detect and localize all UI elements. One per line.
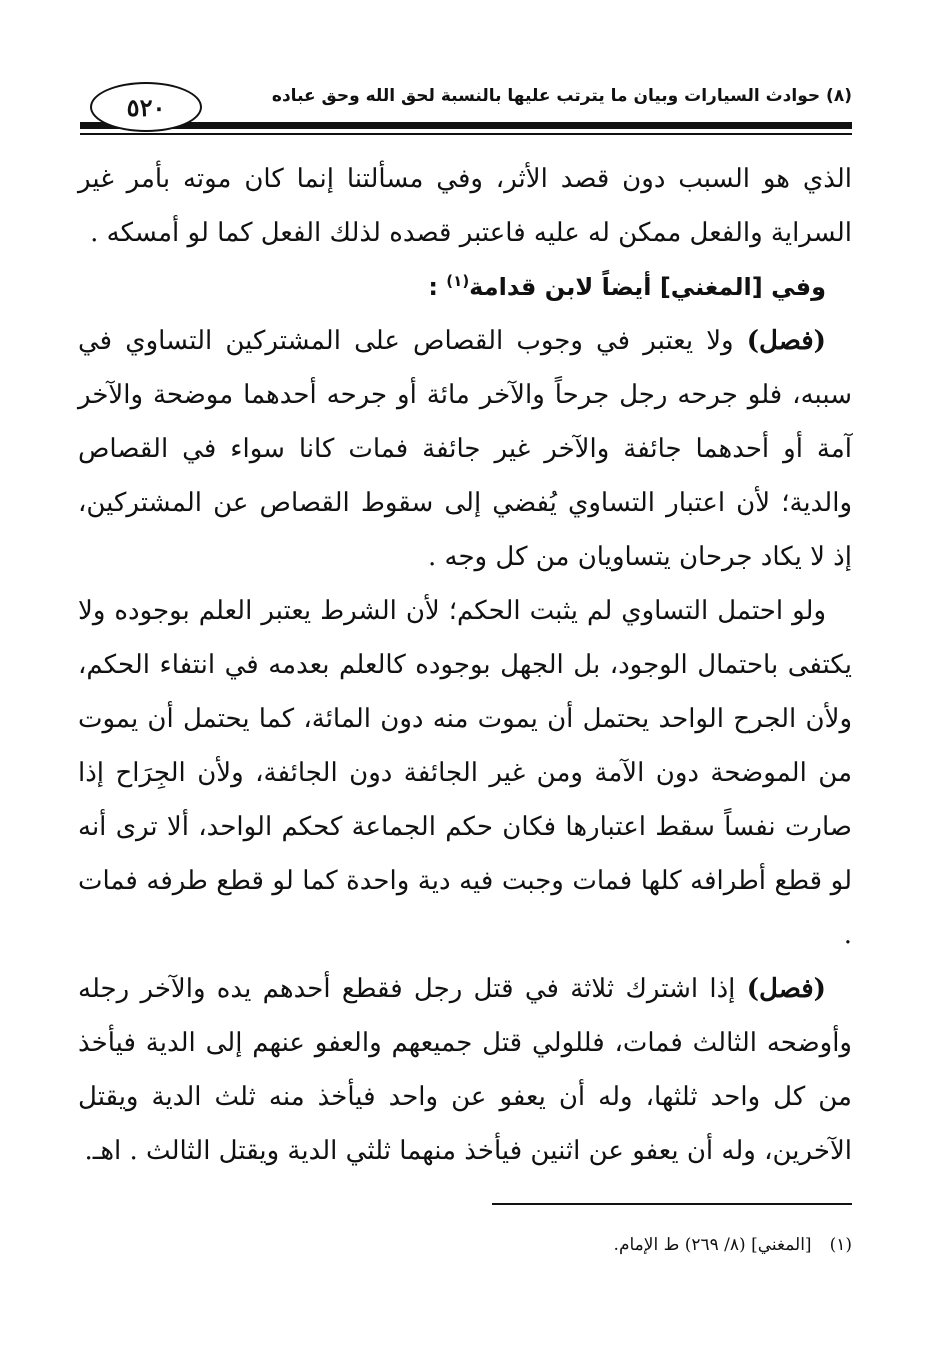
header-rule-thin bbox=[80, 133, 852, 135]
section-label: (فصل) bbox=[746, 974, 826, 1004]
running-title: (٨) حوادث السيارات وبيان ما يترتب عليها بالنسبة لحق الله وحق عباده bbox=[271, 86, 852, 106]
paragraph-2 bbox=[78, 314, 852, 584]
header-rule-thick bbox=[80, 122, 852, 129]
paragraph-1: الذي هو السبب دون قصد الأثر، وفي مسألتنا إنما كان موته بأمر غير السراية والفعل ممكن له عليه فاعتبر قصده لذلك الفعل كما لو أمسكه . bbox=[78, 164, 852, 248]
footnote-separator bbox=[492, 1203, 852, 1205]
quote-heading-text: وفي [المغني] أيضاً لابن قدامة bbox=[469, 273, 826, 301]
paragraph-4 bbox=[78, 962, 852, 1178]
paragraph-3: ولو احتمل التساوي لم يثبت الحكم؛ لأن الشرط يعتبر العلم بوجوده ولا يكتفى باحتمال الوجود، بل الجهل بوجوده كالعلم بعدمه في انتفاء الحكم، ولأن الجرح الواحد يحتمل أن يموت منه دون المائة، كما يحتمل أن يموت من الموضحة دون الآمة ومن غير الجائفة دون الجائفة، ولأن الجِرَاح إذا صارت نفساً سقط اعتبارها فكان حكم الجماعة كحكم الواحد، ألا ترى أنه لو قطع أطرافه كلها فمات وجبت فيه دية واحدة كما لو قطع طرفه فمات . bbox=[78, 596, 852, 950]
paragraph-2-text: ولا يعتبر في وجوب القصاص على المشتركين التساوي في سببه، فلو جرحه رجل جرحاً والآخر مائة أو جرحه أحدهما موضحة والآخر آمة أو أحدهما جائفة والآخر غير جائفة فمات كانا سواء في القصاص والدية؛ لأن اعتبار التساوي يُفضي إلى سقوط القصاص عن المشتركين، إذ لا يكاد جرحان يتساويان من كل وجه . bbox=[78, 326, 852, 572]
page-header bbox=[80, 78, 852, 142]
main-text bbox=[78, 152, 852, 1178]
paragraph-4-text: إذا اشترك ثلاثة في قتل رجل فقطع أحدهم يده والآخر رجله وأوضحه الثالث فمات، فللولي قتل جميعهم والعفو عنهم إلى الدية فيأخذ من كل واحد ثلثها، وله أن يعفو عن واحد فيأخذ منه ثلث الدية ويقتل الآخرين، وله أن يعفو عن اثنين فيأخذ منهما ثلثي الدية ويقتل الثالث . اهـ. bbox=[78, 974, 852, 1166]
quote-heading-colon: : bbox=[428, 273, 447, 301]
quote-heading bbox=[78, 260, 852, 314]
footnote-1 bbox=[78, 1235, 852, 1255]
footnote-number: (١) bbox=[829, 1235, 852, 1255]
page-number: ٥٢٠ bbox=[90, 82, 202, 132]
section-label: (فصل) bbox=[746, 326, 826, 356]
footnote-text: [المغني] (٨/ ٢٦٩) ط الإمام. bbox=[613, 1235, 812, 1255]
footnote-ref: (١) bbox=[446, 272, 470, 290]
